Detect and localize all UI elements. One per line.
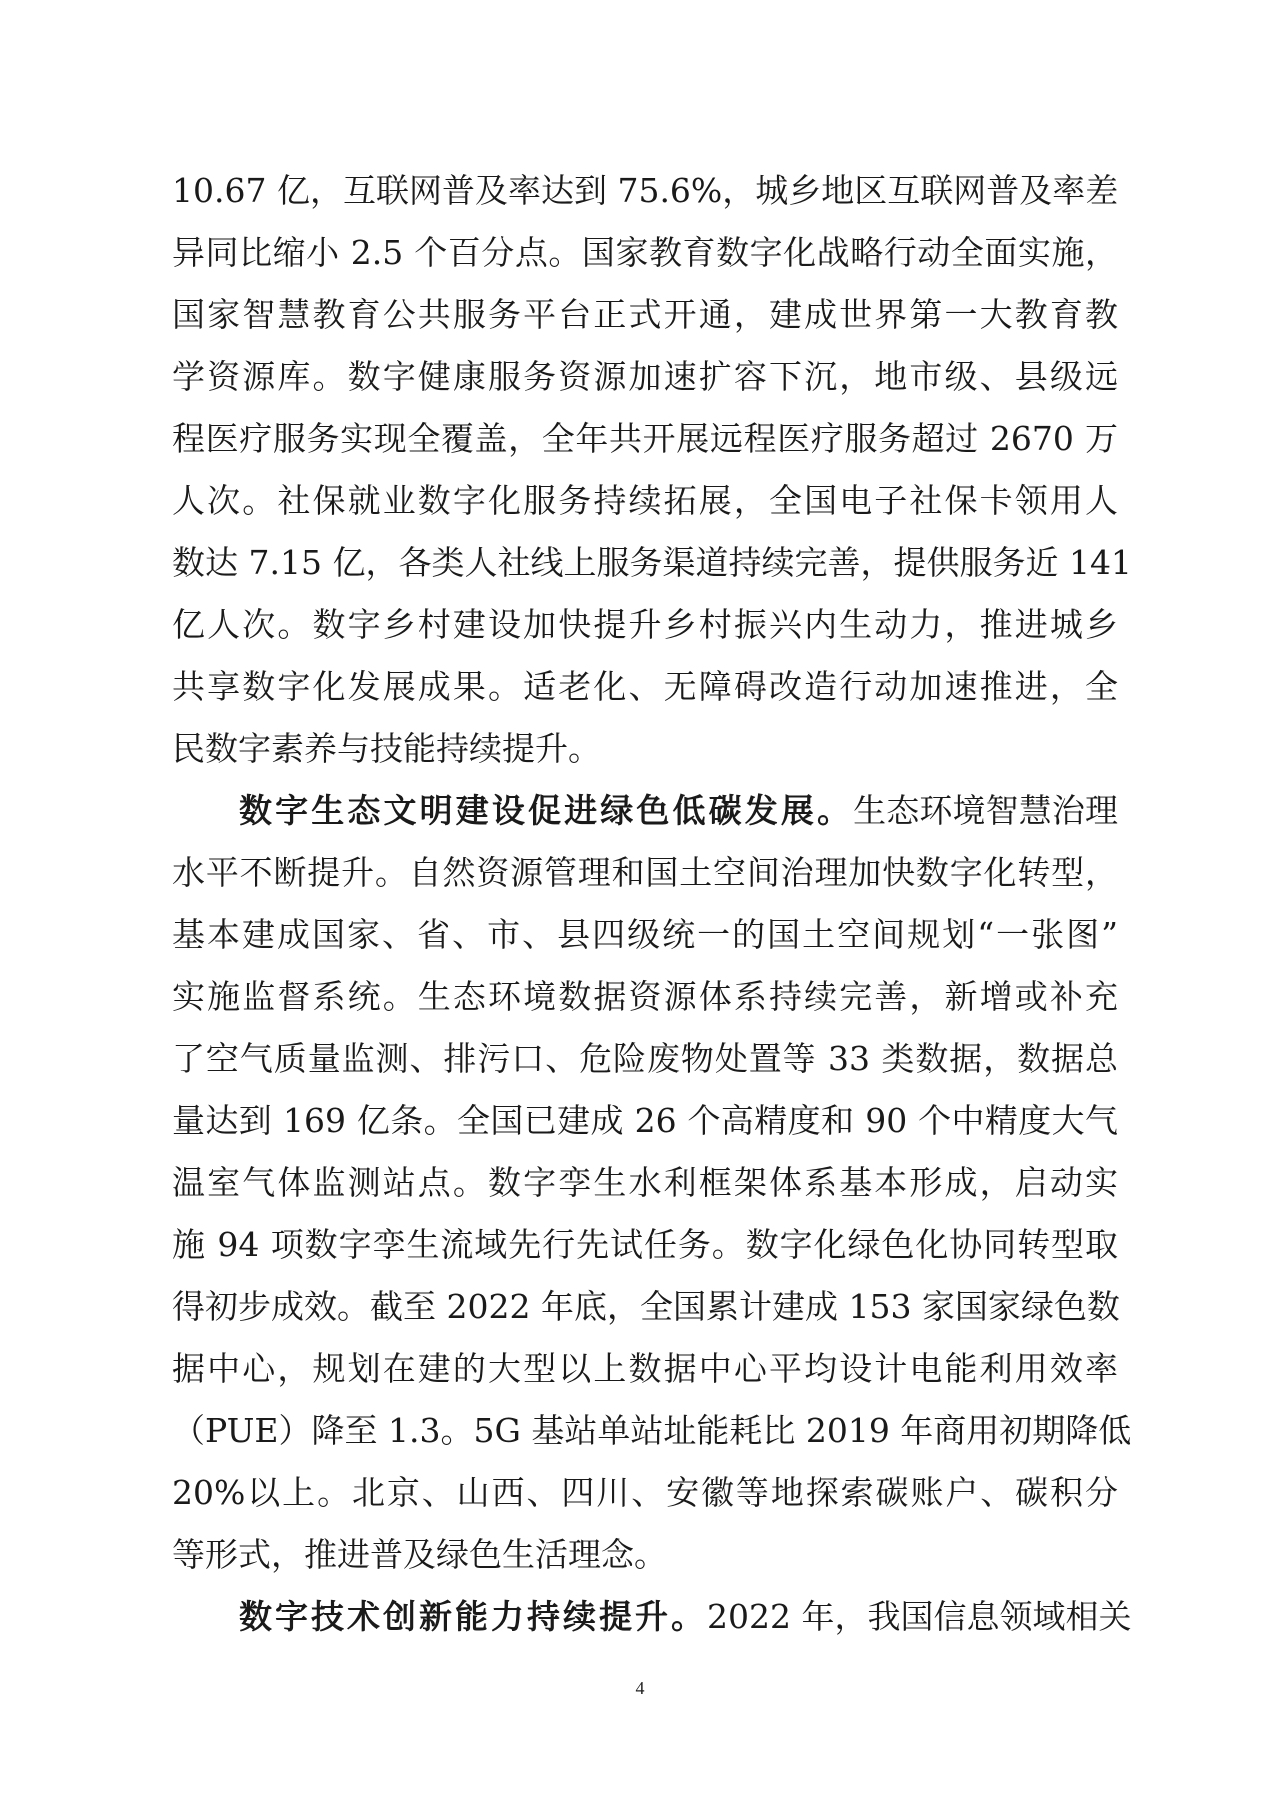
line-text: 异同比缩小 2.5 个百分点。国家教育数字化战略行动全面实施， [172,233,1118,272]
paragraph-heading: 数字技术创新能力持续提升。 [239,1597,707,1636]
line-text: 水平不断提升。自然资源管理和国土空间治理加快数字化转型， [172,853,1118,892]
page-number: 4 [635,1678,645,1698]
text-line [172,1586,1132,1648]
body-text [172,160,1132,1648]
line-text: 了空气质量监测、排污口、危险废物处置等 33 类数据，数据总 [172,1039,1118,1078]
line-text: 民数字素养与技能持续提升。 [172,729,601,768]
text-line [172,1338,1118,1400]
line-text: 程医疗服务实现全覆盖，全年共开展远程医疗服务超过 2670 万 [172,419,1118,458]
text-line [172,594,1118,656]
text-line [172,718,1118,780]
text-line [172,1214,1118,1276]
line-text: 施 94 项数字孪生流域先行先试任务。数字化绿色化协同转型取 [172,1225,1118,1264]
text-line [172,966,1118,1028]
line-text: 温室气体监测站点。数字孪生水利框架体系基本形成，启动实 [172,1163,1118,1202]
text-line [172,1028,1118,1090]
text-line [172,780,1118,842]
text-line [172,1400,1132,1462]
line-text: 据中心，规划在建的大型以上数据中心平均设计电能利用效率 [172,1349,1118,1388]
text-line [172,842,1118,904]
line-text: 10.67 亿，互联网普及率达到 75.6%，城乡地区互联网普及率差 [172,171,1119,210]
text-line [172,1524,1118,1586]
text-line [172,1276,1118,1338]
line-text: 生态环境智慧治理 [853,791,1118,830]
line-text: 2022 年，我国信息领域相关 [707,1597,1132,1636]
text-line [172,1462,1118,1524]
text-line [172,904,1118,966]
text-line [172,656,1118,718]
line-text: 基本建成国家、省、市、县四级统一的国土空间规划“一张图” [172,915,1118,954]
text-line [172,408,1118,470]
line-text: 实施监督系统。生态环境数据资源体系持续完善，新增或补充 [172,977,1118,1016]
text-line [172,222,1118,284]
text-line [172,160,1118,222]
line-text: （PUE）降至 1.3。5G 基站单站址能耗比 2019 年商用初期降低 [172,1411,1132,1450]
text-line [172,1152,1118,1214]
line-text: 数达 7.15 亿，各类人社线上服务渠道持续完善，提供服务近 141 [172,543,1132,582]
line-text: 共享数字化发展成果。适老化、无障碍改造行动加速推进，全 [172,667,1118,706]
line-text: 学资源库。数字健康服务资源加速扩容下沉，地市级、县级远 [172,357,1118,396]
line-text: 亿人次。数字乡村建设加快提升乡村振兴内生动力，推进城乡 [172,605,1118,644]
text-line [172,532,1132,594]
line-text: 量达到 169 亿条。全国已建成 26 个高精度和 90 个中精度大气 [172,1101,1118,1140]
text-line [172,284,1118,346]
line-text: 20%以上。北京、山西、四川、安徽等地探索碳账户、碳积分 [172,1473,1118,1512]
text-line [172,1090,1118,1152]
line-text: 人次。社保就业数字化服务持续拓展，全国电子社保卡领用人 [172,481,1118,520]
line-text: 得初步成效。截至 2022 年底，全国累计建成 153 家国家绿色数 [172,1287,1120,1326]
text-line [172,346,1118,408]
line-text: 国家智慧教育公共服务平台正式开通，建成世界第一大教育教 [172,295,1118,334]
paragraph-heading: 数字生态文明建设促进绿色低碳发展。 [239,791,854,830]
line-text: 等形式，推进普及绿色生活理念。 [172,1535,667,1574]
text-line [172,470,1118,532]
